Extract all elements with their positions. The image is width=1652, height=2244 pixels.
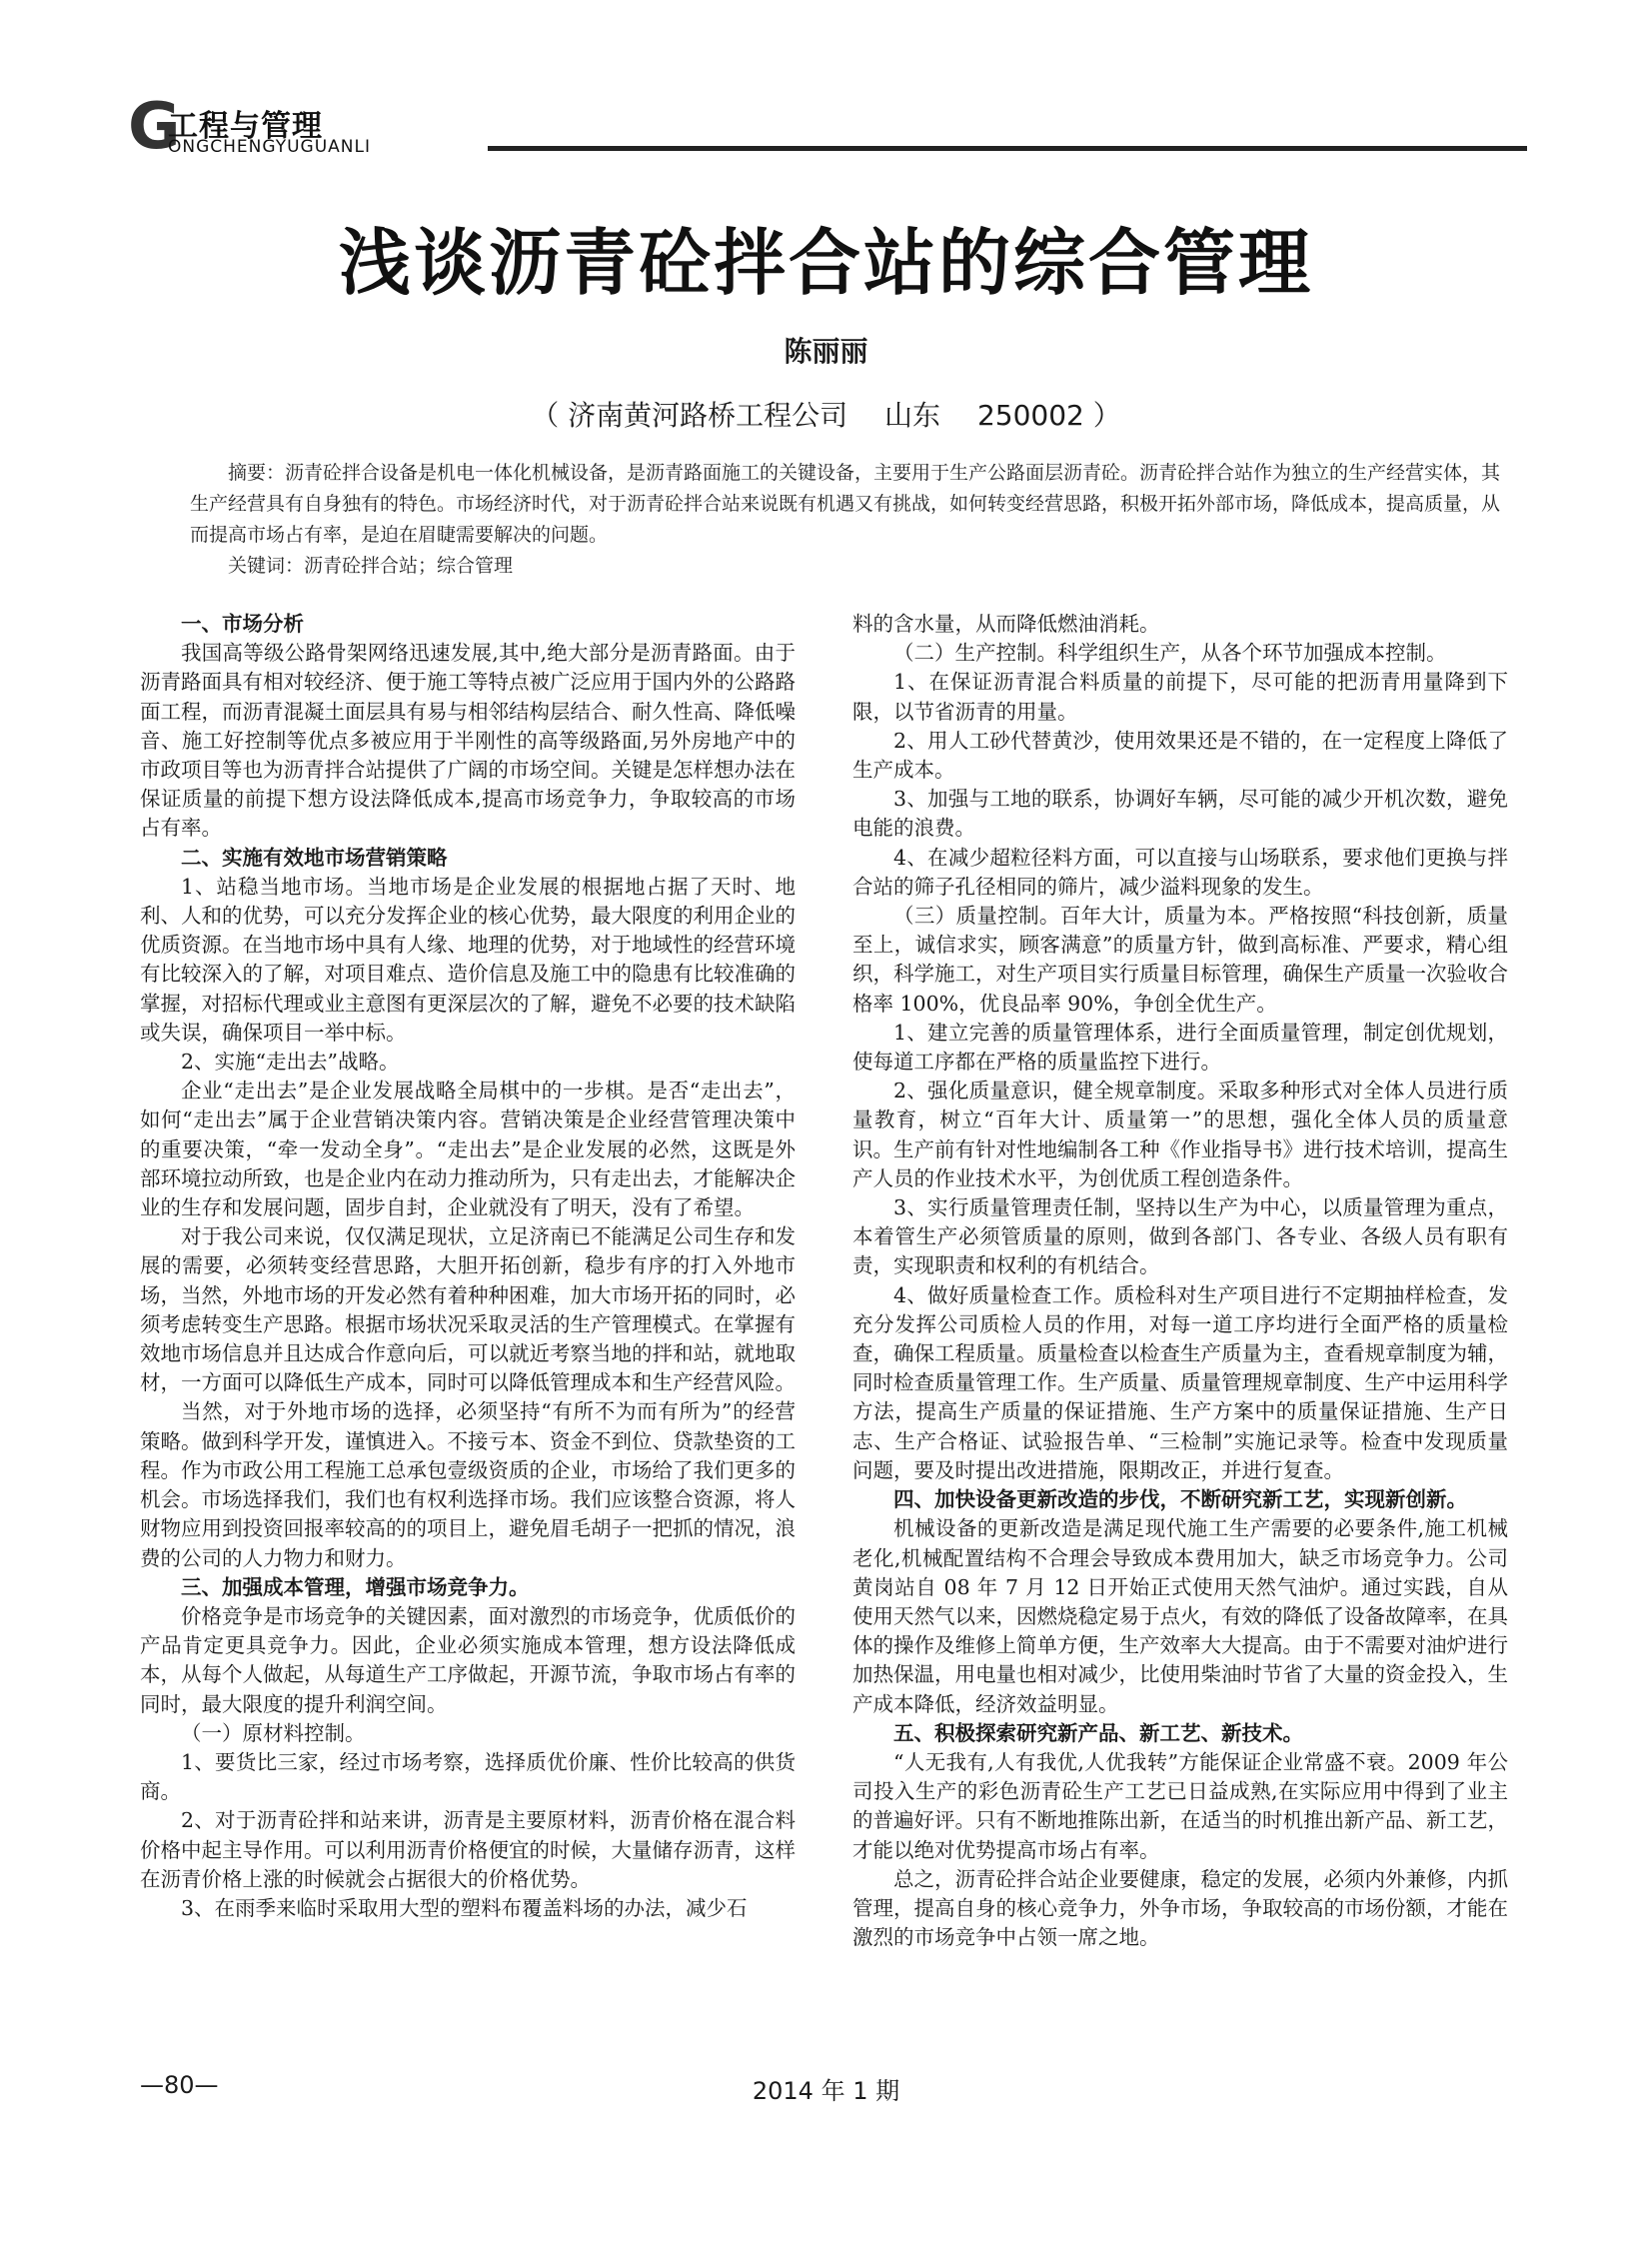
- section-heading: 三、加强成本管理，增强市场竞争力。: [181, 1574, 530, 1599]
- body-paragraph: 企业“走出去”是企业发展战略全局棋中的一步棋。是否“走出去”，如何“走出去”属于企业营销决策内容。营销决策是企业经营管理决策中的重要决策，“牵一发动全身”。“走出去”是企业发展的必然，这既是外部环境拉动所致，也是企业内在动力推动所为，只有走出去，才能解决企业的生存和发展问题，固步自封，企业就没有了明天，没有了希望。: [140, 1079, 796, 1220]
- header-divider: [488, 146, 1527, 151]
- subsection-heading: （一）原材料控制。: [181, 1720, 366, 1745]
- body-paragraph: 4、做好质量检查工作。质检科对生产项目进行不定期抽样检查，发充分发挥公司质检人员的作用，对每一道工序均进行全面严格的质量检查，确保工程质量。质量检查以检查生产质量为主，查看规章制度为辅，同时检查质量管理工作。生产质量、质量管理规章制度、生产中运用科学方法，提高生产质量的保证措施、生产方案中的质量保证措施、生产日志、生产合格证、试验报告单、“三检制”实施记录等。检查中发现质量问题，要及时提出改进措施，限期改正，并进行复查。: [852, 1282, 1508, 1482]
- section-heading: 五、积极探索研究新产品、新工艺、新技术。: [893, 1720, 1303, 1745]
- page-number: —80—: [140, 2071, 219, 2099]
- body-paragraph: 3、在雨季来临时采取用大型的塑料布覆盖料场的办法，减少石: [181, 1895, 748, 1920]
- body-paragraph: 2、用人工砂代替黄沙，使用效果还是不错的，在一定程度上降低了生产成本。: [852, 728, 1508, 783]
- body-paragraph: 1、要货比三家，经过市场考察，选择质优价廉、性价比较高的供货商。: [140, 1749, 796, 1804]
- body-column-right: [852, 610, 1508, 1952]
- body-paragraph: 机械设备的更新改造是满足现代施工生产需要的必要条件,施工机械老化,机械配置结构不合理会导致成本费用加大，缺乏市场竞争力。公司黄岗站自 08 年 7 月 12 日开始正式使用天然气油炉。通过实践，自从使用天然气以来，因燃烧稳定易于点火，有效的降低了设备故障率，在具体的操作及维修上简单方便，生产效率大大提高。由于不需要对油炉进行加热保温，用电量也相对减少，比使用柴油时节省了大量的资金投入，生产成本降低，经济效益明显。: [852, 1516, 1508, 1716]
- author-affiliation: （ 济南黄河路桥工程公司 山东 250002 ）: [531, 399, 1121, 432]
- body-paragraph: （三）质量控制。百年大计，质量为本。严格按照“科技创新，质量至上，诚信求实，顾客满意”的质量方针，做到高标准、严要求，精心组织，科学施工，对生产项目实行质量目标管理，确保生产质量一次验收合格率 100%，优良品率 90%，争创全优生产。: [852, 904, 1508, 1016]
- body-paragraph: 当然，对于外地市场的选择，必须坚持“有所不为而有所为”的经营策略。做到科学开发，谨慎进入。不接亏本、资金不到位、贷款垫资的工程。作为市政公用工程施工总承包壹级资质的企业，市场给了我们更多的机会。市场选择我们，我们也有权利选择市场。我们应该整合资源，将人财物应用到投资回报率较高的的项目上，避免眉毛胡子一把抓的情况，浪费的公司的人力物力和财力。: [140, 1399, 796, 1570]
- body-paragraph: 对于我公司来说，仅仅满足现状，立足济南已不能满足公司生存和发展的需要，必须转变经营思路，大胆开拓创新，稳步有序的打入外地市场，当然，外地市场的开发必然有着种种困难，加大市场开拓的同时，必须考虑转变生产思路。根据市场状况采取灵活的生产管理模式。在掌握有效地市场信息并且达成合作意向后，可以就近考察当地的拌和站，就地取材，一方面可以降低生产成本，同时可以降低管理成本和生产经营风险。: [140, 1224, 796, 1395]
- body-paragraph-continued: 料的含水量，从而降低燃油消耗。: [852, 612, 1160, 636]
- section-heading: 四、加快设备更新改造的步伐，不断研究新工艺，实现新创新。: [893, 1487, 1467, 1512]
- subsection-heading: （二）生产控制。科学组织生产，从各个环节加强成本控制。: [893, 641, 1447, 666]
- body-paragraph: 价格竞争是市场竞争的关键因素，面对激烈的市场竞争，优质低价的产品肯定更具竞争力。因此，企业必须实施成本管理，想方设法降低成本，从每个人做起，从每道生产工序做起，开源节流，争取市场占有率的同时，最大限度的提升利润空间。: [140, 1603, 796, 1716]
- keywords-text: 关键词：沥青砼拌合站；综合管理: [228, 555, 514, 577]
- journal-logo-letter: G: [128, 90, 181, 164]
- body-paragraph: 2、实施“走出去”战略。: [181, 1050, 400, 1075]
- journal-header: [128, 90, 1527, 164]
- body-paragraph: 3、实行质量管理责任制，坚持以生产为中心，以质量管理为重点，本着管生产必须管质量的原则，做到各部门、各专业、各级人员有职有责，实现职责和权利的有机结合。: [852, 1195, 1508, 1278]
- abstract-block: [190, 458, 1514, 582]
- body-paragraph: 我国高等级公路骨架网络迅速发展,其中,绝大部分是沥青路面。由于沥青路面具有相对较经济、便于施工等特点被广泛应用于国内外的公路路面工程，而沥青混凝土面层具有易与相邻结构层结合、耐久性高、降低噪音、施工好控制等优点多被应用于半刚性的高等级路面,另外房地产中的市政项目等也为沥青拌合站提供了广阔的市场空间。关键是怎样想办法在保证质量的前提下想方设法降低成本,提高市场竞争力，争取较高的市场占有率。: [140, 641, 796, 841]
- body-paragraph: 2、强化质量意识，健全规章制度。采取多种形式对全体人员进行质量教育，树立“百年大计、质量第一”的思想，强化全体人员的质量意识。生产前有针对性地编制各工种《作业指导书》进行技术培训，提高生产人员的作业技术水平，为创优质工程创造条件。: [852, 1079, 1508, 1190]
- issue-label: 2014 年 1 期: [752, 2077, 900, 2105]
- body-paragraph: “人无我有,人有我优,人优我转”方能保证企业常盛不衰。2009 年公司投入生产的彩色沥青砼生产工艺已日益成熟,在实际应用中得到了业主的普遍好评。只有不断地推陈出新，在适当的时机推出新产品、新工艺，才能以绝对优势提高市场占有率。: [852, 1749, 1508, 1862]
- article-title: 浅谈沥青砼拌合站的综合管理: [338, 220, 1313, 305]
- section-heading: 一、市场分析: [181, 612, 304, 636]
- article-author: 陈丽丽: [784, 335, 868, 368]
- body-column-left: [140, 610, 796, 1923]
- body-paragraph: 2、对于沥青砼拌和站来讲，沥青是主要原材料，沥青价格在混合料价格中起主导作用。可以利用沥青价格便宜的时候，大量储存沥青，这样在沥青价格上涨的时候就会占据很大的价格优势。: [140, 1808, 796, 1891]
- body-paragraph: 1、建立完善的质量管理体系，进行全面质量管理，制定创优规划，使每道工序都在严格的质量监控下进行。: [852, 1020, 1508, 1075]
- section-heading: 二、实施有效地市场营销策略: [181, 845, 448, 870]
- journal-name: 工程与管理: [168, 109, 323, 144]
- abstract-text: 摘要：沥青砼拌合设备是机电一体化机械设备，是沥青路面施工的关键设备，主要用于生产公路面层沥青砼。沥青砼拌合站作为独立的生产经营实体，其生产经营具有自身独有的特色。市场经济时代，对于沥青砼拌合站来说既有机遇又有挑战，如何转变经营思路，积极开拓外部市场，降低成本，提高质量，从而提高市场占有率，是迫在眉睫需要解决的问题。: [190, 462, 1501, 546]
- body-paragraph: 1、站稳当地市场。当地市场是企业发展的根据地占据了天时、地利、人和的优势，可以充分发挥企业的核心优势，最大限度的利用企业的优质资源。在当地市场中具有人缘、地理的优势，对于地域性的经营环境有比较深入的了解，对项目难点、造价信息及施工中的隐患有比较准确的掌握，对招标代理或业主意图有更深层次的了解，避免不必要的技术缺陷或失误，确保项目一举中标。: [140, 874, 796, 1045]
- body-paragraph: 4、在减少超粒径料方面，可以直接与山场联系，要求他们更换与拌合站的筛子孔径相同的筛片，减少溢料现象的发生。: [852, 845, 1508, 899]
- body-paragraph: 1、在保证沥青混合料质量的前提下，尽可能的把沥青用量降到下限，以节省沥青的用量。: [852, 670, 1508, 724]
- journal-pinyin: ONGCHENGYUGUANLI: [168, 137, 371, 157]
- body-paragraph: 总之，沥青砼拌合站企业要健康，稳定的发展，必须内外兼修，内抓管理，提高自身的核心竞争力，外争市场，争取较高的市场份额，才能在激烈的市场竞争中占领一席之地。: [852, 1866, 1508, 1950]
- body-paragraph: 3、加强与工地的联系，协调好车辆，尽可能的减少开机次数，避免电能的浪费。: [852, 787, 1508, 841]
